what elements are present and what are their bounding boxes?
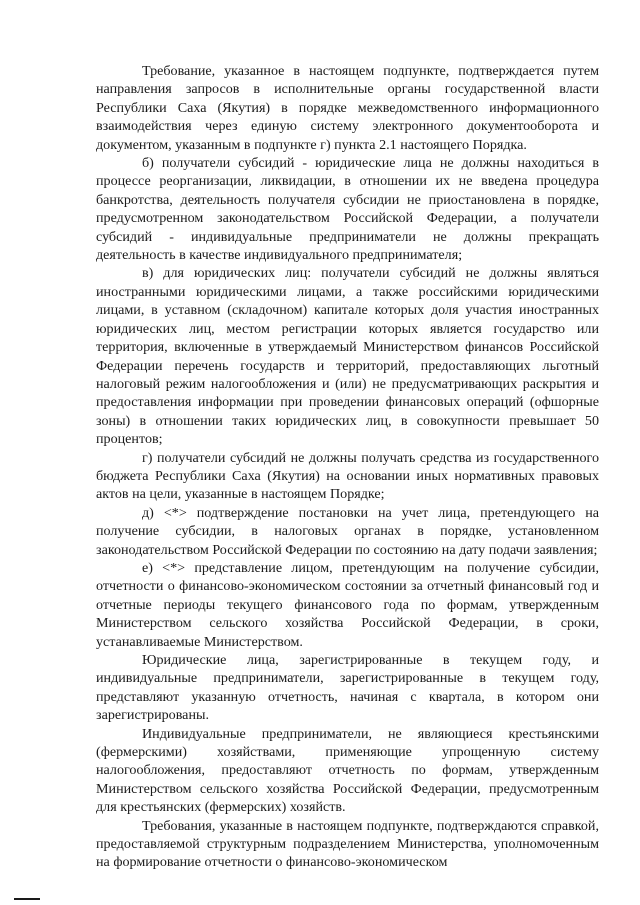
document-body	[96, 62, 599, 872]
paragraph-item-g-budget-funds: г) получатели субсидий не должны получать средства из государственного бюджета Республики Саха (Якутия) на основании иных нормативных правовых актов на цели, указанные в настоящем Порядке;	[96, 449, 599, 503]
scan-edge-mark	[14, 898, 40, 900]
paragraph-individual-entrepreneurs: Индивидуальные предприниматели, не являющиеся крестьянскими (фермерскими) хозяйствами, применяющие упрощенную систему налогообложения, предоставляют отчетность по формам, утвержденным Министерством сельского хозяйства Российской Федерации, предусмотренным для крестьянских (фермерских) хозяйств.	[96, 725, 599, 816]
paragraph-item-d-tax-registration: д) <*> подтверждение постановки на учет лица, претендующего на получение субсидии, в налоговых органах в порядке, установленном законодательством Российской Федерации по состоянию на дату подачи заявления;	[96, 504, 599, 558]
paragraph-item-e-financial-reporting: е) <*> представление лицом, претендующим на получение субсидии, отчетности о финансово-экономическом состоянии за отчетный финансовый год и отчетные периоды текущего финансового года по формам, утвержденным Министерством сельского хозяйства Российской Федерации, в сроки, устанавливаемые Министерством.	[96, 559, 599, 650]
paragraph-newly-registered-entities: Юридические лица, зарегистрированные в текущем году, и индивидуальные предприниматели, зарегистрированные в текущем году, представляют указанную отчетность, начиная с квартала, в котором они зарегистрированы.	[96, 652, 599, 724]
paragraph-confirmation-requests: Требование, указанное в настоящем подпункте, подтверждается путем направления запросов в исполнительные органы государственной власти Республики Саха (Якутия) в порядке межведомственного информационного взаимодействия через единую систему электронного документооборота и документом, указанным в подпункте г) пункта 2.1 настоящего Порядка.	[96, 63, 599, 153]
paragraph-item-b-reorganization: б) получатели субсидий - юридические лица не должны находиться в процессе реорганизации, ликвидации, в отношении их не введена процедура банкротства, деятельность получателя субсидии не приостановлена в порядке, предусмотренном законодательством Российской Федерации, а получатели субсидий - индивидуальные предприниматели не должны прекращать деятельность в качестве индивидуального предпринимателя;	[96, 155, 599, 264]
paragraph-requirements-certificate: Требования, указанные в настоящем подпункте, подтверждаются справкой, предоставляемой структурным подразделением Министерства, уполномоченным на формирование отчетности о финансово-экономическом	[96, 817, 599, 871]
paragraph-item-v-foreign-entities: в) для юридических лиц: получатели субсидий не должны являться иностранными юридическими лицами, а также российскими юридическими лицами, в уставном (складочном) капитале которых доля участия иностранных юридических лиц, местом регистрации которых является государство или территория, включенные в утверждаемый Министерством финансов Российской Федерации перечень государств и территорий, предоставляющих льготный налоговый режим налогообложения и (или) не предусматривающих раскрытия и предоставления информации при проведении финансовых операций (офшорные зоны) в отношении таких юридических лиц, в совокупности превышает 50 процентов;	[96, 265, 599, 448]
